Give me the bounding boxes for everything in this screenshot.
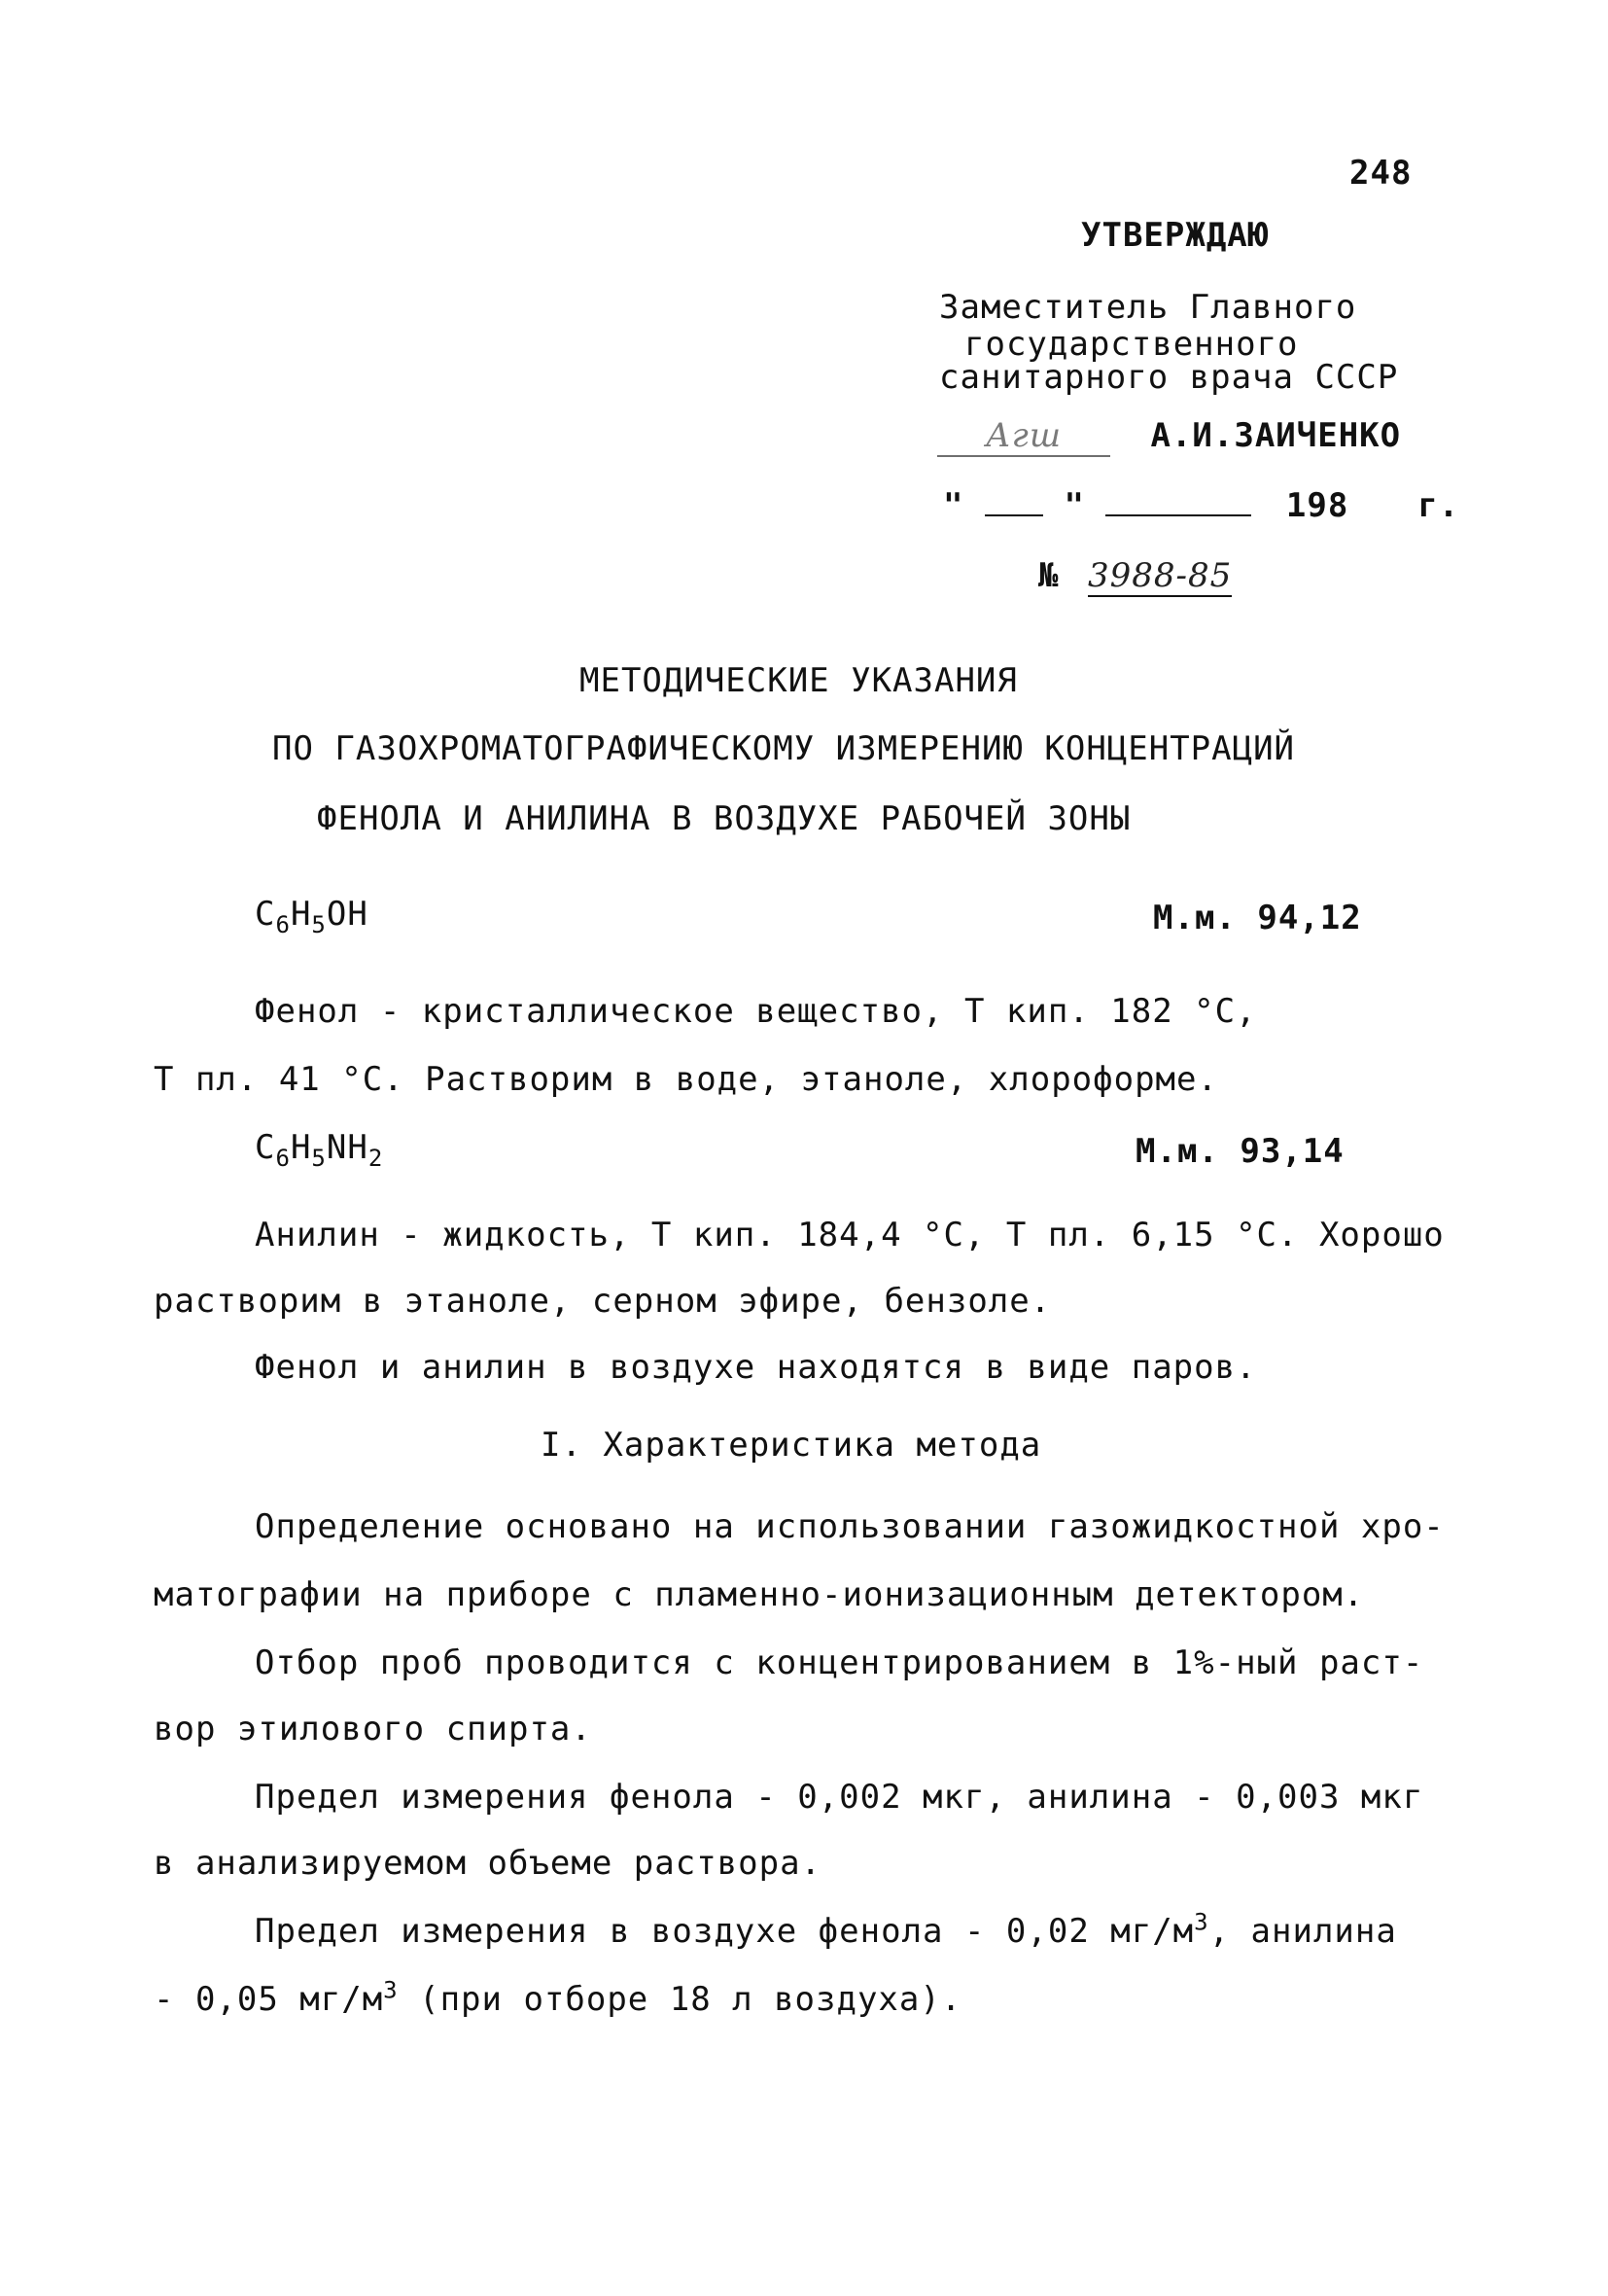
- aniline-formula-h: H: [290, 1128, 312, 1167]
- date-month-blank: [1105, 514, 1251, 516]
- aniline-formula-sub-5: 5: [311, 1144, 327, 1172]
- phenol-formula-oh: OH: [326, 895, 368, 934]
- date-open-quote: ": [943, 486, 964, 525]
- approval-number: [1038, 556, 1232, 597]
- page-number: 248: [1349, 154, 1413, 193]
- signer-name: А.И.ЗАИЧЕНКО: [1150, 416, 1402, 455]
- aniline-formula: [255, 1128, 384, 1172]
- section1-p3-line1: Предел измерения фенола - 0,002 мкг, анилина - 0,003 мкг: [255, 1778, 1424, 1817]
- section1-p4-line1-tail: , анилина: [1208, 1912, 1397, 1951]
- section1-p1-line2: матографии на приборе с пламенно-ионизационным детектором.: [154, 1575, 1365, 1614]
- phenol-desc-line2: Т пл. 41 °С. Растворим в воде, этаноле, хлороформе.: [154, 1060, 1218, 1099]
- section1-p4-line1-text: Предел измерения в воздухе фенола - 0,02 мг/м: [255, 1912, 1195, 1951]
- section1-p1-line1: Определение основано на использовании газожидкостной хро-: [255, 1507, 1445, 1546]
- number-sign: №: [1038, 556, 1060, 595]
- aniline-desc-line2: растворим в этаноле, серном эфире, бензоле.: [154, 1282, 1052, 1321]
- title-line2: ПО ГАЗОХРОМАТОГРАФИЧЕСКОМУ ИЗМЕРЕНИЮ КОНЦЕНТРАЦИЙ: [272, 729, 1296, 768]
- phenol-desc-line1: Фенол - кристаллическое вещество, Т кип. 182 °С,: [255, 992, 1257, 1031]
- phenol-formula-c: C: [255, 895, 276, 934]
- phenol-formula-sub-5: 5: [311, 910, 327, 938]
- aniline-formula-sub-6: 6: [275, 1144, 291, 1172]
- section1-p4-sup2: 3: [383, 1976, 399, 2004]
- section1-p4-line2-tail: (при отборе 18 л воздуха).: [398, 1980, 962, 2019]
- section1-p4-line2: [154, 1976, 962, 2019]
- phenol-molar-mass: М.м. 94,12: [1153, 899, 1362, 937]
- phenol-formula-sub-6: 6: [275, 910, 291, 938]
- date-suffix: г.: [1417, 486, 1460, 525]
- vapor-note: Фенол и анилин в воздухе находятся в виде паров.: [255, 1348, 1257, 1387]
- aniline-formula-sub-2: 2: [367, 1144, 384, 1172]
- section1-p3-line2: в анализируемом объеме раствора.: [154, 1844, 822, 1883]
- handwritten-signature: Агш: [937, 416, 1110, 457]
- phenol-formula: [255, 895, 368, 938]
- title-line1: МЕТОДИЧЕСКИЕ УКАЗАНИЯ: [579, 661, 1018, 700]
- aniline-molar-mass: М.м. 93,14: [1136, 1132, 1345, 1171]
- date-year: 198: [1285, 486, 1349, 525]
- section1-p2-line1: Отбор проб проводится с концентрированием в 1%-ный раст-: [255, 1643, 1424, 1682]
- section1-p4-line2-text: - 0,05 мг/м: [154, 1980, 384, 2019]
- approval-date: [943, 486, 1459, 525]
- section1-heading: I. Характеристика метода: [541, 1426, 1042, 1465]
- approval-heading: УТВЕРЖДАЮ: [1081, 216, 1270, 255]
- handwritten-number: 3988-85: [1087, 556, 1233, 595]
- section1-p2-line2: вор этилового спирта.: [154, 1710, 592, 1748]
- approval-signature-line: [937, 416, 1401, 457]
- approval-position-line2: государственного: [964, 325, 1299, 364]
- section1-p4-sup1: 3: [1194, 1908, 1209, 1936]
- phenol-formula-h: H: [290, 895, 312, 934]
- aniline-formula-nh: NH: [326, 1128, 368, 1167]
- section1-p4-line1: [255, 1908, 1397, 1951]
- approval-position-line1: Заместитель Главного: [939, 288, 1357, 327]
- approval-position-line3: санитарного врача СССР: [939, 358, 1399, 397]
- aniline-formula-c: C: [255, 1128, 276, 1167]
- date-day-blank: [985, 514, 1043, 516]
- title-line3: ФЕНОЛА И АНИЛИНА В ВОЗДУХЕ РАБОЧЕЙ ЗОНЫ: [317, 799, 1132, 838]
- aniline-desc-line1: Анилин - жидкость, Т кип. 184,4 °С, Т пл. 6,15 °С. Хорошо: [255, 1216, 1445, 1254]
- date-close-quote: ": [1064, 486, 1085, 525]
